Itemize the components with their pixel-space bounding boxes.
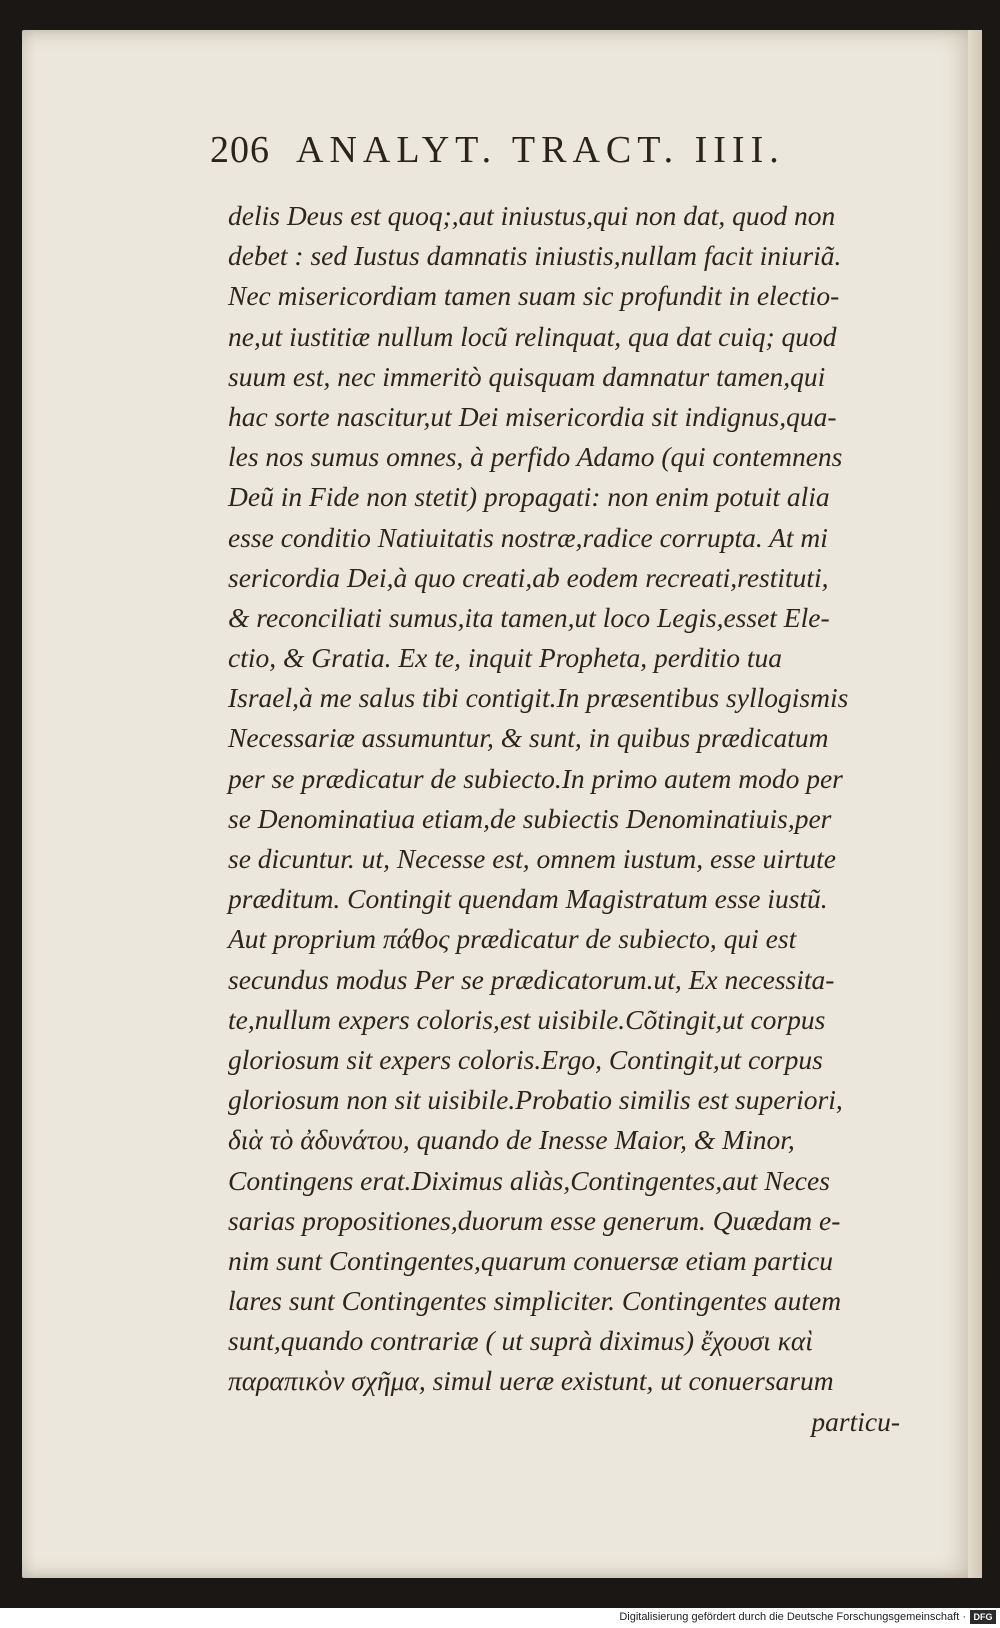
dfg-logo: DFG — [970, 1610, 996, 1624]
text-line: te,nullum expers coloris,est uisibile.Cõtingit,ut corpus — [228, 1003, 826, 1035]
page-edge-shadow — [968, 30, 982, 1578]
text-line: Contingens erat.Diximus aliàs,Contingentes,aut Neces — [228, 1164, 830, 1196]
text-line: les nos sumus omnes, à perfido Adamo (qui contemnens — [228, 441, 843, 473]
page-number: 206 — [210, 129, 270, 171]
text-line: sarias propositiones,duorum esse generum. Quædam e- — [228, 1204, 841, 1236]
text-line: ctio, & Gratia. Ex te, inquit Propheta, perditio tua — [228, 642, 783, 674]
text-line: lares sunt Contingentes simpliciter. Contingentes autem — [228, 1285, 842, 1317]
text-line: suum est, nec immeritò quisquam damnatur tamen,qui — [228, 360, 826, 392]
body-text — [228, 196, 928, 1442]
text-line: gloriosum non sit uisibile.Probatio similis est superiori, — [228, 1084, 843, 1116]
text-line: ne,ut iustitiæ nullum locũ relinquat, qua dat cuiq; quod — [228, 320, 837, 352]
text-line: Deũ in Fide non stetit) propagati: non enim potuit alia — [228, 481, 830, 513]
text-line: se dicuntur. ut, Necesse est, omnem iustum, esse uirtute — [228, 843, 836, 874]
catchword: particu- — [811, 1405, 900, 1437]
text-line: præditum. Contingit quendam Magistratum esse iustũ. — [228, 883, 828, 915]
text-line: & reconciliati sumus,ita tamen,ut loco Legis,esset Ele- — [228, 601, 830, 633]
text-line: Necessariæ assumuntur, & sunt, in quibus prædicatum — [228, 722, 829, 754]
text-line: nim sunt Contingentes,quarum conuersæ etiam particu — [228, 1244, 833, 1276]
text-line: se Denominatiua etiam,de subiectis Denominatiuis,per — [228, 802, 832, 834]
text-line: παραπικὸν σχῆμα, simul ueræ existunt, ut conuersarum — [228, 1365, 834, 1397]
text-line: hac sorte nascitur,ut Dei misericordia sit indignus,qua- — [228, 400, 837, 432]
text-line: διὰ τὸ ἀδυνάτου, quando de Inesse Maior, & Minor, — [228, 1124, 795, 1156]
text-line: esse conditio Natiuitatis nostræ,radice corrupta. At mi — [228, 521, 828, 553]
text-line: Israel,à me salus tibi contigit.In præsentibus syllogismis — [228, 682, 849, 714]
text-line: sericordia Dei,à quo creati,ab eodem recreati,restituti, — [228, 561, 829, 593]
text-line: Nec misericordiam tamen suam sic profundit in electio- — [228, 280, 840, 312]
digitization-footer — [0, 1608, 1000, 1628]
running-header — [210, 128, 830, 172]
funding-credit: Digitalisierung gefördert durch die Deutsche Forschungsgemeinschaft · — [619, 1611, 966, 1623]
text-line: Aut proprium πάθος prædicatur de subiecto, qui est — [228, 923, 797, 955]
text-line: debet : sed Iustus damnatis iniustis,nullam facit iniuriã. — [228, 240, 842, 272]
text-line: delis Deus est quoq;,aut iniustus,qui non dat, quod non — [228, 200, 836, 231]
text-line: per se prædicatur de subiecto.In primo autem modo per — [228, 762, 843, 794]
text-line: sunt,quando contrariæ ( ut suprà diximus) ἔχουσι καὶ — [228, 1325, 813, 1357]
running-title: ANALYT. TRACT. IIII. — [296, 129, 785, 171]
text-line: gloriosum sit expers coloris.Ergo, Contingit,ut corpus — [228, 1043, 823, 1075]
text-line: secundus modus Per se prædicatorum.ut, Ex necessita- — [228, 963, 835, 995]
